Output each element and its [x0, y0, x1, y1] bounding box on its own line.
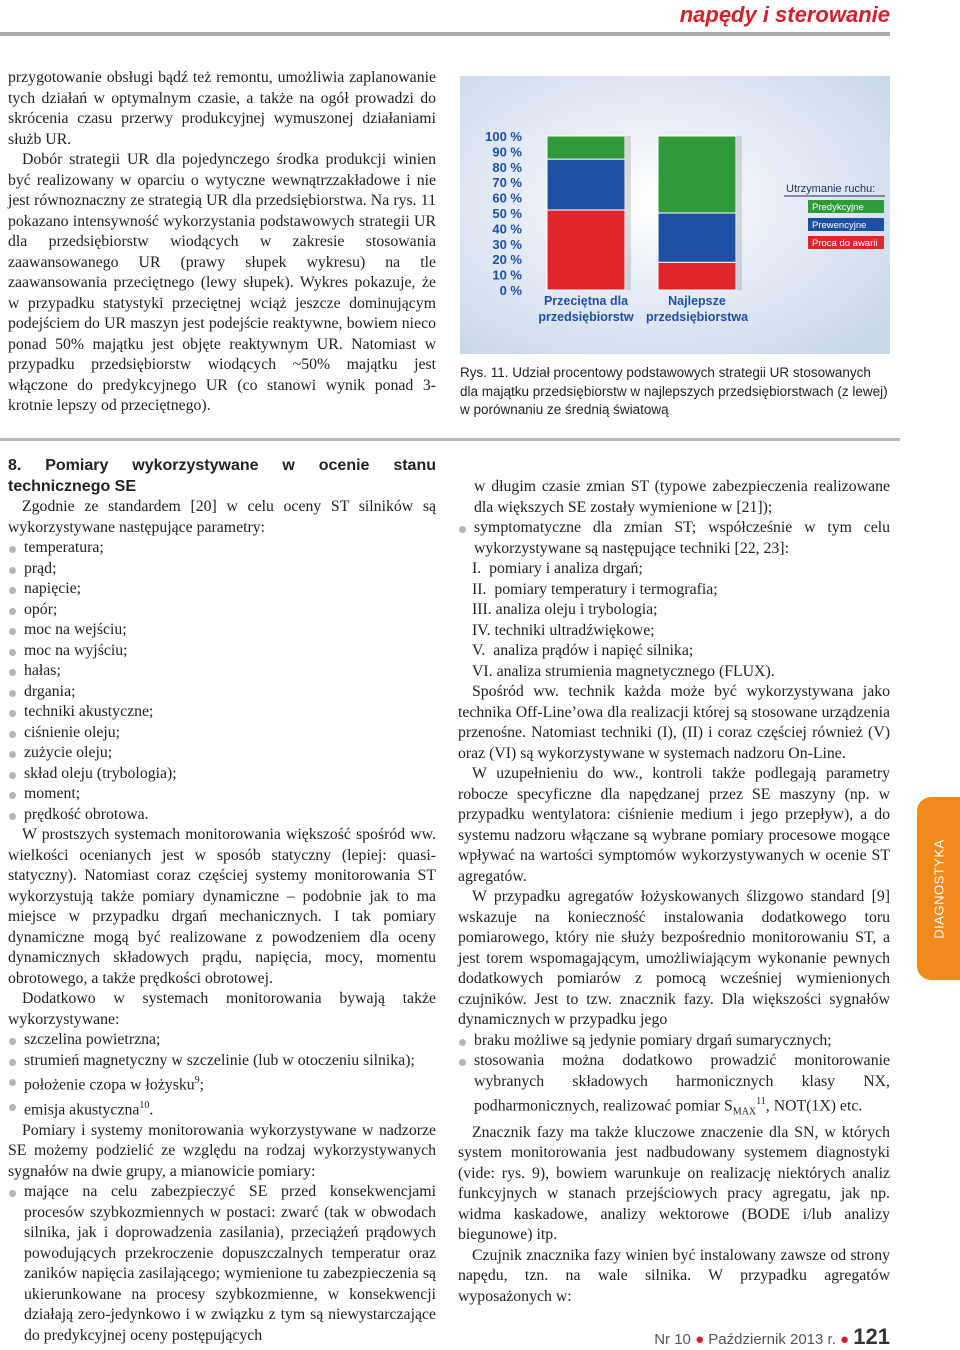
list-item: prąd; [8, 559, 436, 580]
y-tick-label: 0 % [499, 283, 522, 298]
y-tick-label: 70 % [492, 175, 522, 191]
legend-title: Utrzymanie ruchu: [786, 183, 876, 195]
list-item: moc na wejściu; [8, 620, 436, 641]
footnote-ref: 10 [139, 1099, 150, 1111]
list-item: hałas; [8, 661, 436, 682]
legend-label: Predykcyjne [812, 202, 864, 213]
list-item-text: stosowania można dodatkowo prowadzić monitorowanie wybranych składowych harmonicznych klasy NX, podharmonicznych, realizować pomiar S [474, 1052, 890, 1115]
y-tick-label: 30 % [492, 236, 522, 252]
techniques-list [458, 559, 890, 682]
figure-caption: Rys. 11. Udział procentowy podstawowych strategii UR stosowanych dla majątku przedsiębiorstw w najlepszych przedsiębiorstwach (z lewej) w porównaniu ze średnią światową [460, 365, 888, 417]
strategy-chart [460, 76, 890, 354]
list-item: moc na wyjściu; [8, 641, 436, 662]
list-item: moment; [8, 784, 436, 805]
paragraph-phase-marker: Znacznik fazy ma także kluczowe znaczenie dla SN, w których system monitorowania jest nadbudowany systemem diagnostyki (vide: rys. 9), bowiem warunkuje on realizację niektórych analiz funkcyjnych w stanach przejściowych pracy agregatu, jak np. widma kaskadowe, analizy wektorowe (BODE i/lub analizy biegunowe) itp. [458, 1123, 890, 1244]
y-tick-label: 80 % [492, 159, 522, 175]
bar-segment [658, 136, 736, 213]
category-label: Najlepsze [668, 294, 726, 308]
side-tab-label: DIAGNOSTYKA [931, 838, 946, 939]
paragraph-techniques: Spośród ww. technik każda może być wykorzystywana jako technika Off-Line’owa dla realizacji której są stosowane urządzenia przenośne. Natomiast techniki (I), (II) i coraz częściej również (V) oraz (VI) są wykorzystywane w systemach nadzoru On-Line. [458, 683, 890, 762]
list-item: IV. techniki ultradźwiękowe; [472, 621, 655, 639]
intro-column [8, 68, 436, 417]
list-item [8, 1030, 436, 1051]
paragraph-supplement: W uzupełnieniu do ww., kontroli także podlegają parametry robocze specyficzne dla napędzanej przez SE maszyny (np. w przypadku wentylatora: ciśnienie medium i jego przepływ), a do systemu nadzoru włączane są wybrane pomiary procesowe mogące wpływać na wartości symptomów wykorzystywanych w ocenie ST agregatów. [458, 765, 890, 885]
legend-label: Proca do awarii [812, 238, 878, 249]
list-item: VI. analiza strumienia magnetycznego (FLUX). [472, 662, 775, 680]
section8-column [8, 456, 436, 1346]
footnote-ref: 11 [756, 1096, 766, 1107]
bar-segment [547, 159, 625, 210]
list-item: braku możliwe są jedynie pomiary drgań sumarycznych; [458, 1031, 890, 1052]
y-tick-label: 100 % [485, 129, 522, 144]
page-number: 121 [853, 1324, 890, 1349]
paragraph-bearings: W przypadku agregatów łożyskowanych ślizgowo standard [9] wskazuje na konieczność instalowania dodatkowego toru pomiarowego, który nie służy bezpośrednio monitorowaniu ST, a jest torem wspomagającym, umożliwiającym wykonanie pewnych dodatkowych pomiarów z pomocą wcześniej wymienionych czujników. Jest to tzw. znacznik fazy. Dla większości sygnałów dynamicznych w przypadku jego [458, 888, 890, 1028]
category-label: Przeciętna dla [543, 294, 629, 308]
list-item-text: . [149, 1101, 154, 1119]
list-item: zużycie oleju; [8, 743, 436, 764]
list-item: opór; [8, 600, 436, 621]
paragraph-additional: Dodatkowo w systemach monitorowania bywają także wykorzystywane: [8, 990, 436, 1028]
category-label: przedsiębiorstwa [645, 310, 749, 324]
bar-segment [658, 213, 736, 262]
header-rule [0, 32, 890, 36]
list-item [8, 1051, 436, 1072]
right-column [458, 477, 890, 1307]
list-item: techniki akustyczne; [8, 702, 436, 723]
legend-label: Prewencyjne [812, 220, 867, 231]
list-item: III. analiza oleju i trybologia; [472, 601, 658, 618]
issue-number: Nr 10 [654, 1331, 691, 1348]
list-item: V. analiza prądów i napięć silnika; [472, 642, 694, 659]
paragraph-groups: Pomiary i systemy monitorowania wykorzystywane w nadzorze SE możemy podzielić ze względu na rodzaj wykorzystywanych sygnałów na dwie grupy, a mianowicie pomiary: [8, 1121, 436, 1180]
list-item-text: ; [199, 1076, 205, 1094]
bar-segment [547, 210, 625, 290]
section8-intro: Zgodnie ze standardem [20] w celu oceny ST silników są wykorzystywane następujące parametry: [8, 498, 436, 536]
paragraph-sensor: Czujnik znacznika fazy winien być instalowany zawsze od strony napędu, tzn. na wale silnika. W przypadku agregatów wyposażonych w: [458, 1246, 890, 1305]
list-item-text: , NOT(1X) etc. [765, 1097, 863, 1115]
list-item: napięcie; [8, 579, 436, 600]
y-tick-label: 90 % [492, 144, 522, 160]
y-tick-label: 50 % [492, 206, 522, 221]
footnote-ref: 9 [194, 1075, 200, 1086]
bullet-dot-icon: ● [695, 1331, 705, 1348]
list-item: mające na celu zabezpieczyć SE przed konsekwencjami procesów szybkozmiennych w postaci: zwarć (tak w obwodach silnika, jak i doprowadzenia zasilania), przeciążeń prądowych powodujących przekroczenie dopuszczalnych temperatur oraz zaników napięcia zasilającego; wymienione tu zabezpieczenia są ukierunkowane na procesy szybkozmienne, w konsekwencji działają zero-jedynkowo i w związku z tym są niewystarczające do predykcyjnej oceny postępujących [8, 1182, 436, 1346]
y-tick-label: 10 % [492, 267, 522, 283]
list-item [8, 1071, 436, 1096]
page-footer [654, 1324, 890, 1350]
continued-item: w długim czasie zmian ST (typowe zabezpieczenia realizowane dla większych SE zostały wymienione w [21]); [474, 478, 890, 516]
bullet-dot-icon: ● [840, 1331, 850, 1348]
section-heading: 8. Pomiary wykorzystywane w ocenie stanu technicznego SE [8, 457, 436, 495]
groups-list [8, 1182, 436, 1346]
list-item: II. pomiary temperatury i termografia; [472, 580, 718, 598]
section-divider [0, 438, 900, 441]
additional-measurements-list [8, 1030, 436, 1121]
bar-shadow [625, 136, 631, 290]
subscript: MAX [732, 1106, 757, 1118]
list-item: temperatura; [8, 538, 436, 559]
paragraph-simple-systems: W prostszych systemach monitorowania większość spośród ww. wielkości ocenianych jest w sposób statyczny (lepiej: quasi-statyczny). Natomiast coraz częściej systemy monitorowania ST wykorzystują także pomiary dynamiczne – podobnie jak to ma miejsce w przypadku drgań mechanicznych. I tak pomiary dynamiczne mogą być realizowane z powodzeniem dla oceny dynamicznych składowych prądu, napięcia, mocy, momentu obrotowego, a także prędkości obrotowej. [8, 826, 436, 987]
list-item: I. pomiary i analiza drgań; [472, 560, 643, 577]
list-item: symptomatyczne dla zmian ST; współcześnie w tym celu wykorzystywane są następujące techniki [22, 23]: [458, 518, 890, 559]
list-item [8, 1096, 436, 1121]
y-tick-label: 20 % [492, 252, 522, 268]
list-item: skład oleju (trybologia); [8, 764, 436, 785]
phase-marker-list [458, 1031, 890, 1123]
section-title: napędy i sterowanie [679, 2, 890, 27]
y-tick-label: 40 % [492, 221, 522, 237]
intro-paragraph-1: przygotowanie obsługi bądź też remontu, umożliwia zaplanowanie tych działań w optymalnym czasie, a także na ogół prowadzi do skrócenia czasu przerwy produkcyjnej wymuszonej działaniami służb UR. [8, 69, 436, 148]
intro-paragraph-2: Dobór strategii UR dla pojedynczego środka produkcji winien być realizowany w oparciu o wytyczne wewnątrzzakładowe i nie jest równoznaczny ze strategią UR dla przedsiębiorstwa. Na rys. 11 pokazano intensywność wykorzystania podstawowych strategii UR dla przedsiębiorstw wiodących w zakresie stosowania zaawansowanego UR (prawy słupek wykresu) na tle zaawansowania przeciętnego (lewy słupek). Wykres pokazuje, że w przypadku statystyki przeciętnej wciąż jeszcze dominującym podejściem do UR maszyn jest podejście reaktywne, bowiem nieco ponad 50% majątku jest objęte reaktywnym UR. Natomiast w przypadku przedsiębiorstw wiodących ~50% majątku jest włączone do predykcyjnego UR (co stanowi wynik ponad 3-krotnie lepszy od przeciętnego). [8, 151, 436, 414]
symptom-list [458, 518, 890, 559]
list-item: ciśnienie oleju; [8, 723, 436, 744]
bar-segment [658, 262, 736, 290]
parameters-list [8, 538, 436, 825]
side-tab [917, 797, 960, 980]
list-item-text: strumień magnetyczny w szczelinie (lub w otoczeniu silnika); [24, 1051, 415, 1069]
issue-date: Październik 2013 r. [708, 1331, 836, 1348]
list-item-text: położenie czopa w łożysku [24, 1076, 195, 1094]
bar-shadow [736, 136, 742, 290]
list-item-text: emisja akustyczna [24, 1101, 140, 1119]
list-item: drgania; [8, 682, 436, 703]
list-item: prędkość obrotowa. [8, 805, 436, 826]
bar-segment [547, 136, 625, 159]
y-tick-label: 60 % [492, 190, 522, 206]
list-item [458, 1051, 890, 1123]
list-item-text: szczelina powietrzna; [24, 1031, 161, 1048]
category-label: przedsiębiorstw [538, 310, 634, 324]
